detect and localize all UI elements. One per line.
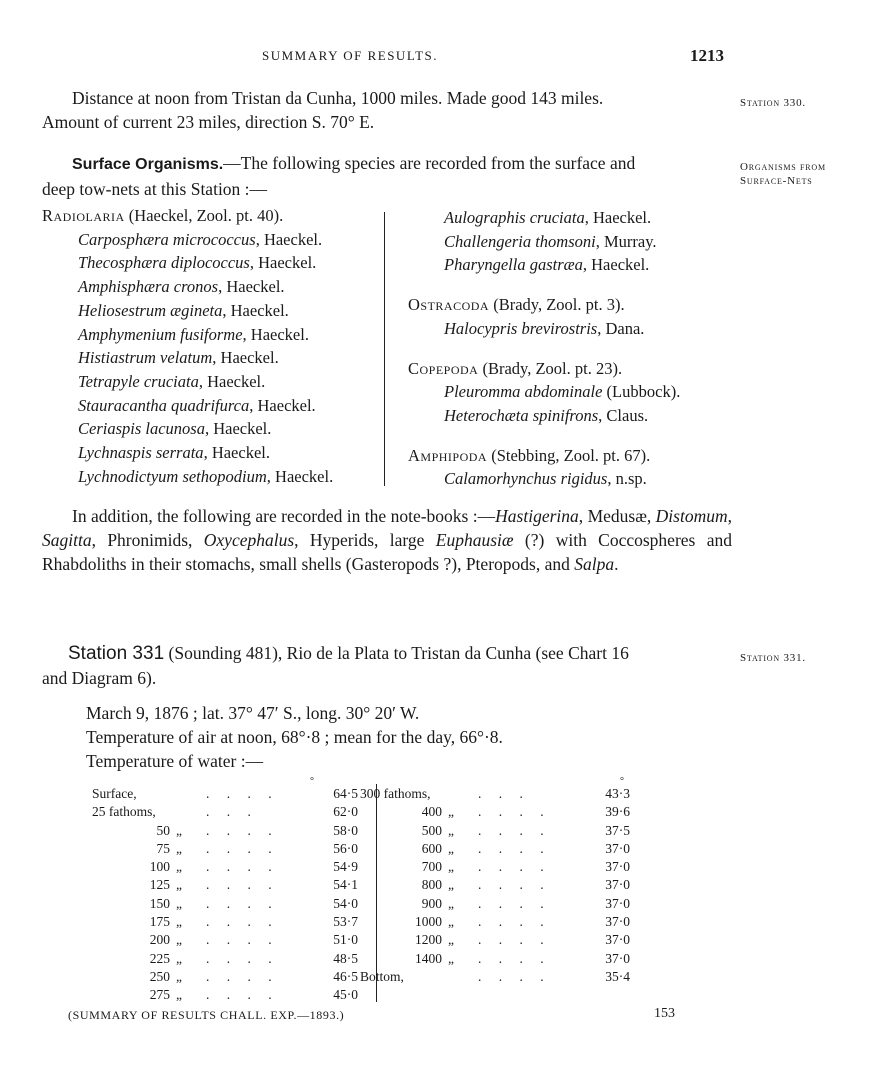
temperature-value: 54·9 [333, 859, 358, 875]
leader-dots: . . . . [478, 822, 551, 838]
temperature-row [360, 931, 630, 949]
group-name: Radiolaria [42, 206, 125, 225]
temperature-value: 37·0 [605, 895, 630, 911]
temperature-value: 48·5 [333, 950, 358, 966]
temperature-row [360, 858, 630, 876]
temperature-value: 39·6 [605, 804, 630, 820]
leader-dots: . . . . [478, 968, 551, 984]
depth-cell: 1200 [415, 932, 442, 948]
leader-dots: . . . . [206, 950, 279, 966]
temperature-value: 58·0 [333, 822, 358, 838]
unit-cell: „ [176, 877, 182, 893]
margin-organisms-note: Organisms from Surface-Nets [740, 161, 826, 187]
depth-cell: 900 [421, 895, 442, 911]
leader-dots: . . . . [478, 914, 551, 930]
leader-dots: . . . [206, 804, 258, 820]
group-name: Amphipoda [408, 445, 488, 465]
temperature-row [360, 822, 630, 840]
depth-cell: 1000 [415, 914, 442, 930]
depth-cell: 400 [421, 804, 442, 820]
leader-dots: . . . . [478, 840, 551, 856]
addition-paragraph: In addition, the following are recorded in the note-books :—Hastigerina, Medusæ, Distomum, Sagitta, Phronimids, Oxycephalus, Hyperids, large Euphausiæ (?) with Coccospheres and Rhabdoliths in their stomachs, small shells (Gasteropods ?), Pteropods, and Salpa. [42, 506, 732, 574]
temperature-value: 43·3 [605, 786, 630, 801]
date-position-line: March 9, 1876 ; lat. 37° 47′ S., long. 30° 20′ W. [86, 703, 420, 723]
unit-cell: „ [448, 804, 454, 820]
temperature-row [92, 840, 358, 858]
depth-cell: 175 [149, 914, 170, 930]
signature-number: 153 [654, 1006, 675, 1021]
species-line: Tetrapyle cruciata, Haeckel. [78, 371, 266, 391]
temperature-value: 37·0 [605, 950, 630, 966]
unit-cell: „ [448, 914, 454, 930]
depth-cell: 25 fathoms, [92, 804, 156, 820]
unit-cell: „ [448, 859, 454, 875]
temperature-row [92, 876, 358, 894]
footer-citation: (SUMMARY OF RESULTS CHALL. EXP.—1893.) [68, 1008, 345, 1022]
depth-cell: 1400 [415, 950, 442, 966]
unit-cell: „ [448, 895, 454, 911]
temperature-row [92, 895, 358, 913]
distance-line-1: Distance at noon from Tristan da Cunha, 1000 miles. Made good 143 miles. [72, 88, 604, 108]
leader-dots: . . . . [478, 804, 551, 820]
unit-cell: „ [176, 932, 182, 948]
temperature-row [92, 858, 358, 876]
leader-dots: . . . . [478, 877, 551, 893]
depth-cell: 600 [421, 840, 442, 856]
leader-dots: . . . . [478, 859, 551, 875]
species-line: Pharyngella gastræa, Haeckel. [444, 255, 650, 275]
species-line: Amphisphæra cronos, Haeckel. [78, 277, 285, 297]
running-head: SUMMARY OF RESULTS. [261, 48, 438, 63]
air-temperature-line: Temperature of air at noon, 68°·8 ; mean for the day, 66°·8. [86, 727, 503, 747]
temperature-value: 37·5 [605, 822, 630, 838]
temperature-row [360, 785, 630, 803]
group-name: Copepoda [408, 358, 479, 378]
station-331-heading: Station 331 (Sounding 481), Rio de la Plata to Tristan da Cunha (see Chart 16 and Diagram 6). [42, 643, 629, 688]
leader-dots: . . . . [206, 859, 279, 875]
unit-cell: „ [176, 895, 182, 911]
temperature-row [360, 803, 630, 821]
species-column-left: Radiolaria (Haeckel, Zool. pt. 40). Carposphæra micrococcus, Haeckel. Thecosphæra diplococcus, Haeckel. Amphisphæra cronos, Haeckel. Heliosestrum ægineta, Haeckel. Amphymenium fusiforme, Haeckel. Histiastrum velatum, Haeckel. Tetrapyle cruciata, Haeckel. Stauracantha quadrifurca, Haeckel. Ceriaspis lacunosa, Haeckel. Lychnaspis serrata, Haeckel. Lychnodictyum sethopodium, Haeckel. [42, 204, 382, 488]
unit-cell: „ [448, 950, 454, 966]
leader-dots: . . . . [206, 968, 279, 984]
water-temperature-table-right [360, 785, 630, 986]
temperature-value: 37·0 [605, 914, 630, 930]
unit-cell: „ [176, 840, 182, 856]
page-number: 1213 [690, 46, 724, 65]
surface-organisms-heading: Surface Organisms. [72, 156, 224, 173]
unit-cell: „ [176, 914, 182, 930]
unit-cell: „ [448, 840, 454, 856]
species-line: Lychnodictyum sethopodium, Haeckel. [78, 466, 334, 486]
depth-cell: 800 [421, 877, 442, 893]
leader-dots: . . . . [478, 932, 551, 948]
species-line: Histiastrum velatum, Haeckel. [78, 348, 279, 368]
surface-organisms-text-1: —The following species are recorded from the surface and [223, 153, 636, 173]
margin-station-331: Station 331. [740, 652, 806, 664]
depth-cell: 125 [149, 877, 170, 893]
distance-paragraph [42, 86, 732, 134]
temperature-row [92, 950, 358, 968]
temperature-row [360, 840, 630, 858]
species-line: Calamorhynchus rigidus, n.sp. [444, 469, 647, 489]
depth-cell: 250 [149, 968, 170, 984]
temperature-value: 62·0 [333, 804, 358, 820]
leader-dots: . . . . [478, 895, 551, 911]
unit-cell: „ [176, 859, 182, 875]
unit-cell [176, 785, 206, 803]
temperature-value: 35·4 [605, 968, 630, 984]
species-line: Aulographis cruciata, Haeckel. [444, 208, 652, 227]
temperature-value: 64·5 [333, 786, 358, 801]
unit-cell: „ [176, 822, 182, 838]
leader-dots: . . . . [206, 914, 279, 930]
species-column-right: Aulographis cruciata, Haeckel. Challengeria thomsoni, Murray. Pharyngella gastræa, Haeckel. Ostracoda (Brady, Zool. pt. 3). Halocypris brevirostris, Dana. Copepoda (Brady, Zool. pt. 23). Pleuromma abdominale (Lubbock). Heterochæta spinifrons, Claus. Amphipoda (Stebbing, Zool. pt. 67). Calamorhynchus rigidus, n.sp. [408, 206, 738, 491]
temperature-row [92, 913, 358, 931]
unit-cell [176, 803, 206, 821]
margin-station-330: Station 330. [740, 97, 806, 109]
unit-cell [448, 785, 478, 803]
depth-cell: 150 [149, 895, 170, 911]
depth-cell: 500 [421, 822, 442, 838]
depth-cell: Surface, [92, 786, 137, 801]
degree-mark: ° [620, 776, 624, 787]
species-line: Pleuromma abdominale (Lubbock). [444, 382, 681, 402]
station-331-details [86, 701, 726, 773]
temperature-row [92, 803, 358, 821]
water-temperature-label: Temperature of water :— [86, 751, 264, 771]
leader-dots: . . . [478, 786, 530, 801]
species-line: Challengeria thomsoni, Murray. [444, 231, 657, 251]
depth-cell: 225 [149, 950, 170, 966]
temperature-row [92, 968, 358, 986]
leader-dots: . . . . [206, 877, 279, 893]
surface-organisms-text-2: deep tow-nets at this Station :— [42, 179, 268, 199]
station-331-title: Station 331 [68, 643, 165, 664]
group-name: Ostracoda [408, 295, 490, 315]
leader-dots: . . . . [206, 786, 279, 801]
leader-dots: . . . . [206, 822, 279, 838]
temperature-value: 37·0 [605, 840, 630, 856]
unit-cell: „ [448, 822, 454, 838]
temperature-value: 46·5 [333, 968, 358, 984]
leader-dots: . . . . [206, 932, 279, 948]
temperature-value: 56·0 [333, 840, 358, 856]
unit-cell: „ [448, 932, 454, 948]
temperature-row [360, 876, 630, 894]
temperature-value: 54·0 [333, 895, 358, 911]
temperature-row [92, 822, 358, 840]
leader-dots: . . . . [206, 895, 279, 911]
temperature-value: 53·7 [333, 914, 358, 930]
species-line: Lychnaspis serrata, Haeckel. [78, 443, 270, 463]
unit-cell: „ [176, 950, 182, 966]
species-line: Thecosphæra diplococcus, Haeckel. [78, 253, 317, 273]
temperature-value: 54·1 [333, 877, 358, 893]
distance-line-2: Amount of current 23 miles, direction S. 70° E. [42, 112, 375, 132]
degree-mark: ° [310, 776, 314, 787]
leader-dots: . . . . [478, 950, 551, 966]
temperature-row [92, 986, 358, 1004]
species-line: Heliosestrum ægineta, Haeckel. [78, 300, 289, 320]
depth-cell: 700 [421, 859, 442, 875]
temperature-row [92, 931, 358, 949]
temperature-row [92, 785, 358, 803]
unit-cell: „ [448, 877, 454, 893]
species-line: Heterochæta spinifrons, Claus. [444, 405, 649, 425]
leader-dots: . . . . [206, 840, 279, 856]
depth-cell: 275 [149, 987, 170, 1003]
temperature-value: 37·0 [605, 859, 630, 875]
species-line: Ceriaspis lacunosa, Haeckel. [78, 419, 272, 439]
species-line: Carposphæra micrococcus, Haeckel. [78, 229, 323, 249]
temperature-row [360, 895, 630, 913]
temperature-value: 45·0 [333, 987, 358, 1003]
depth-cell: 75 [156, 840, 170, 856]
temperature-value: 37·0 [605, 877, 630, 893]
species-line: Halocypris brevirostris, Dana. [444, 318, 645, 338]
water-temperature-table-left [92, 785, 358, 1005]
column-divider [384, 212, 385, 486]
temperature-value: 51·0 [333, 932, 358, 948]
unit-cell [448, 968, 478, 986]
surface-organisms-paragraph [42, 151, 732, 201]
depth-cell: 200 [149, 932, 170, 948]
depth-cell: Bottom, [360, 968, 404, 984]
depth-cell: 50 [156, 822, 170, 838]
temperature-row [360, 913, 630, 931]
leader-dots: . . . . [206, 987, 279, 1003]
temperature-row [360, 950, 630, 968]
species-line: Stauracantha quadrifurca, Haeckel. [78, 395, 316, 415]
temperature-value: 37·0 [605, 932, 630, 948]
unit-cell: „ [176, 968, 182, 984]
depth-cell: 300 fathoms, [360, 786, 431, 801]
depth-cell: 100 [149, 859, 170, 875]
species-line: Amphymenium fusiforme, Haeckel. [78, 324, 309, 344]
unit-cell: „ [176, 987, 182, 1003]
temperature-row [360, 968, 630, 986]
